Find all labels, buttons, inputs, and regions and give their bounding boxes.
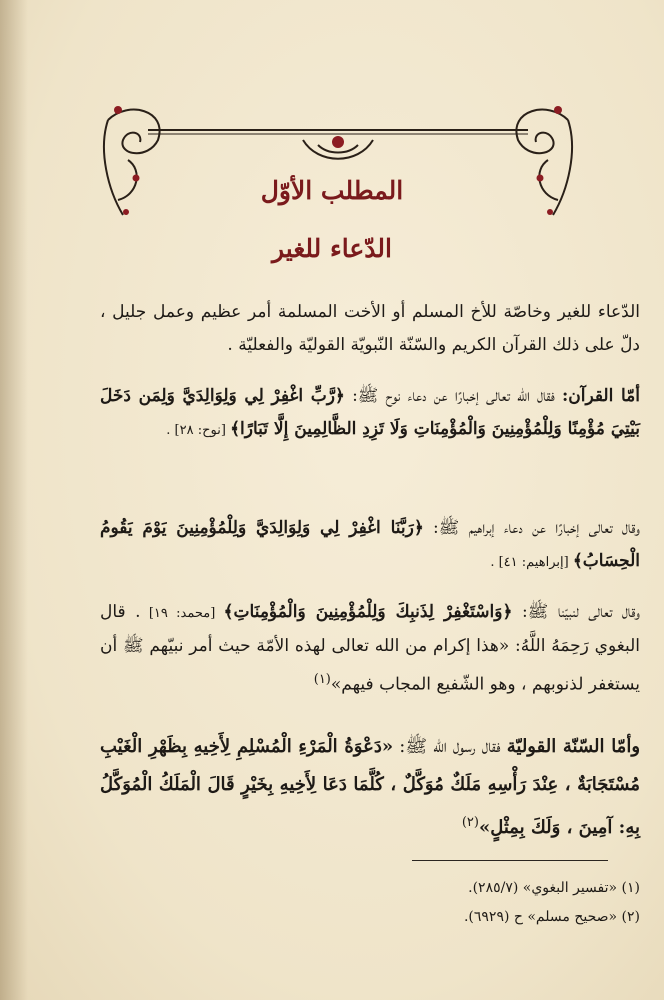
footnote-marker: (٢)	[461, 815, 479, 830]
baghawi-quote: . قال البغوي رَحِمَهُ اللَّهُ: «هذا إكرام من الله تعالى لهذه الأمّة حيث أمر نبيّهم ﷺ أن يستغفر لذنوبهم ، وهو الشّفيع المجاب فيهم»	[100, 602, 640, 695]
chapter-title: المطلب الأوّل	[260, 176, 404, 205]
footnote-divider	[412, 860, 608, 861]
footnote-number: (١)	[621, 880, 640, 896]
prophet-paragraph	[100, 596, 640, 702]
page-spine-shadow	[0, 0, 28, 1000]
verse-reference: [نوح: ٢٨] .	[166, 423, 231, 438]
verse-reference: [محمد: ١٩]	[140, 606, 224, 621]
ibrahim-paragraph	[100, 512, 640, 579]
intro-paragraph: الدّعاء للغير وخاصّة للأخ المسلم أو الأخت المسلمة أمر عظيم وعمل جليل ، دلّ على ذلك القرآن الكريم والسّنّة النّبويّة القوليّة والفعليّة .	[100, 302, 640, 355]
paragraph-text: وقال تعالى إخبارًا عن دعاء إبراهيم ﷺ:	[423, 518, 640, 538]
sunnah-paragraph	[100, 728, 640, 847]
quran-verse: ﴿رَّبِّ اغْفِرْ لِي وَلِوَالِدَيَّ وَلِمَن دَخَلَ بَيْتِيَ مُؤْمِنًا وَلِلْمُؤْمِنِينَ وَالْمُؤْمِنَاتِ وَلَا تَزِدِ الظَّالِمِينَ إِلَّا تَبَارًا﴾	[100, 386, 640, 439]
footnotes	[100, 874, 640, 932]
footnote-1	[100, 874, 640, 903]
quran-evidence-paragraph	[100, 380, 640, 447]
section-title: الدّعاء للغير	[272, 234, 392, 263]
paragraph-text: فقال رسول الله ﷺ:	[393, 736, 507, 757]
footnote-2	[100, 903, 640, 932]
footnote-text: «صحيح مسلم» ح (٦٩٢٩).	[463, 909, 622, 925]
quran-verse: ﴿رَبَّنَا اغْفِرْ لِي وَلِوَالِدَيَّ وَلِلْمُؤْمِنِينَ يَوْمَ يَقُومُ الْحِسَابُ﴾	[100, 518, 640, 571]
paragraph-text: فقال الله تعالى إخبارًا عن دعاء نوح ﷺ:	[344, 386, 562, 406]
footnote-text: «تفسير البغوي» (٢٨٥/٧).	[468, 880, 622, 896]
verse-reference: [إبراهيم: ٤١] .	[490, 555, 573, 570]
quran-verse: ﴿وَاسْتَغْفِرْ لِذَنبِكَ وَلِلْمُؤْمِنِينَ وَالْمُؤْمِنَاتِ﴾	[223, 602, 513, 622]
paragraph-text: وقال تعالى لنبيّنا ﷺ:	[512, 602, 640, 622]
paragraph-lead: أمّا القرآن:	[561, 386, 641, 406]
hadith-text: «دَعْوَةُ الْمَرْءِ الْمُسْلِمِ لِأَخِيهِ بِظَهْرِ الْغَيْبِ مُسْتَجَابَةٌ ، عِنْدَ رَأْسِهِ مَلَكٌ مُوَكَّلٌ ، كُلَّمَا دَعَا لِأَخِيهِ بِخَيْرٍ قَالَ الْمَلَكُ الْمُوَكَّلُ بِهِ: آمِينَ ، وَلَكَ بِمِثْلٍ»	[100, 736, 640, 838]
footnote-marker: (١)	[313, 672, 331, 687]
paragraph-lead: وأمّا السّنّة القوليّة	[506, 736, 641, 757]
footnote-number: (٢)	[621, 909, 640, 925]
